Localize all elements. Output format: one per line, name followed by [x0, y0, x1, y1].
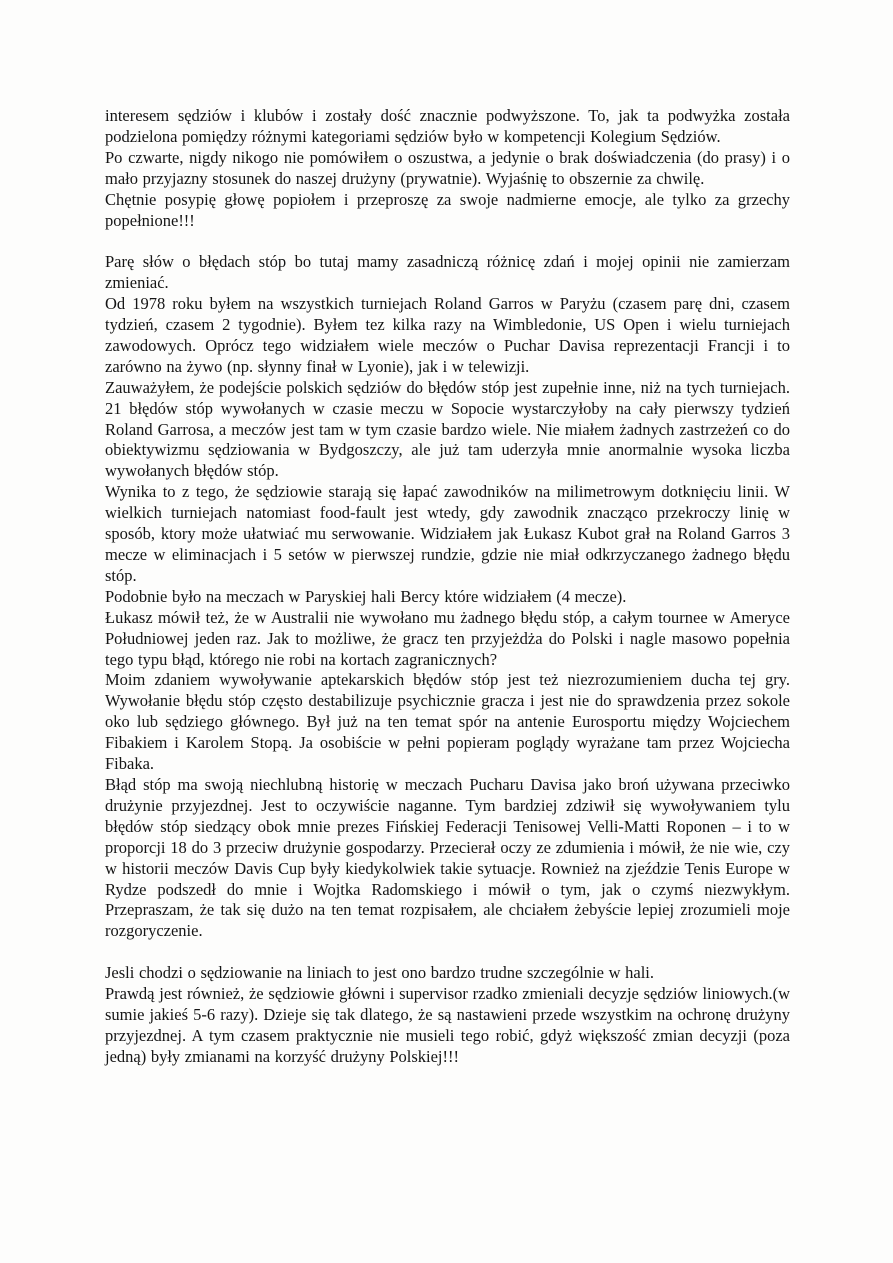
paragraph: Parę słów o błędach stóp bo tutaj mamy zasadniczą różnicę zdań i mojej opinii nie zamierzam zmieniać.	[105, 252, 790, 293]
paragraph: Błąd stóp ma swoją niechlubną historię w meczach Pucharu Davisa jako broń używana przeciwko drużynie przyjezdnej. Jest to oczywiście naganne. Tym bardziej zdziwił się wywoływaniem tylu błędów stóp siedzący obok mnie prezes Fińskiej Federacji Tenisowej Velli-Matti Roponen – i to w proporcji 18 do 3 przeciw drużynie gospodarzy. Przecierał oczy ze zdumienia i mówił, że nie wie, czy w historii meczów Davis Cup były kiedykolwiek takie sytuacje. Rownież na zjeździe Tenis Europe w Rydze podszedł do mnie i Wojtka Radomskiego i mówił o tym, jak o czymś niezwykłym. Przepraszam, że tak się dużo na ten temat rozpisałem, ale chciałem żebyście lepiej zrozumieli moje rozgoryczenie.	[105, 774, 790, 941]
paragraph: Od 1978 roku byłem na wszystkich turniejach Roland Garros w Paryżu (czasem parę dni, czasem tydzień, czasem 2 tygodnie). Byłem tez kilka razy na Wimbledonie, US Open i wielu turniejach zawodowych. Oprócz tego widziałem wiele meczów o Puchar Davisa reprezentacji Francji i to zarówno na żywo (np. słynny finał w Lyonie), jak i w telewizji.	[105, 294, 790, 376]
paragraph: interesem sędziów i klubów i zostały dość znacznie podwyższone. To, jak ta podwyżka została podzielona pomiędzy różnymi kategoriami sędziów było w kompetencji Kolegium Sędziów.	[105, 106, 790, 146]
paragraph: Moim zdaniem wywoływanie aptekarskich błędów stóp jest też niezrozumieniem ducha tej gry. Wywołanie błędu stóp często destabilizuje psychicznie gracza i jest nie do sprawdzenia przez sokole oko lub sędziego głównego. Był już na ten temat spór na antenie Eurosportu między Wojciechem Fibakiem i Karolem Stopą. Ja osobiście w pełni popieram poglądy wyrażane tam przez Wojciecha Fibaka.	[105, 670, 790, 774]
paragraph: Jesli chodzi o sędziowanie na liniach to jest ono bardzo trudne szczególnie w hali.	[105, 963, 654, 983]
paragraph: Wynika to z tego, że sędziowie starają się łapać zawodników na milimetrowym dotknięciu linii. W wielkich turniejach natomiast food-fault jest wtedy, gdy zawodnik znacząco przekroczy linię w sposób, ktory może ułatwiać mu serwowanie. Widziałem jak Łukasz Kubot grał na Roland Garros 3 mecze w eliminacjach i 5 setów w pierwszej rundzie, gdzie nie miał odkrzyczanego żadnego błędu stóp.	[105, 482, 790, 585]
paragraph: Podobnie było na meczach w Paryskiej hali Bercy które widziałem (4 mecze).	[105, 586, 627, 606]
paragraph: Zauważyłem, że podejście polskich sędziów do błędów stóp jest zupełnie inne, niż na tych turniejach. 21 błędów stóp wywołanych w czasie meczu w Sopocie wystarczyłoby na cały pierwszy tydzień Roland Garrosa, a meczów jest tam w tym czasie bardzo wiele. Nie miałem żadnych zastrzeżeń co do obiektywizmu sędziowania w Bydgoszczy, ale już tam uderzyła mnie anormalnie wysoka liczba wywołanych błędów stóp.	[105, 377, 790, 481]
paragraph: Prawdą jest również, że sędziowie główni i supervisor rzadko zmieniali decyzje sędziów liniowych.(w sumie jakieś 5-6 razy). Dzieje się tak dlatego, że są nastawieni przede wszystkim na ochronę drużyny przyjezdnej. A tym czasem praktycznie nie musieli tego robić, gdyż większość zmian decyzji (poza jedną) były zmianami na korzyść drużyny Polskiej!!!	[105, 984, 790, 1066]
paragraph: Po czwarte, nigdy nikogo nie pomówiłem o oszustwa, a jedynie o brak doświadczenia (do prasy) i o mało przyjazny stosunek do naszej drużyny (prywatnie). Wyjaśnię to obszernie za chwilę.	[105, 147, 790, 188]
paragraph: Chętnie posypię głowę popiołem i przeproszę za swoje nadmierne emocje, ale tylko za grzechy popełnione!!!	[105, 189, 790, 230]
paragraph: Łukasz mówił też, że w Australii nie wywołano mu żadnego błędu stóp, a całym tournee w Ameryce Południowej jeden raz. Jak to możliwe, że gracz ten przyjeżdża do Polski i nagle masowo popełnia tego typu błąd, którego nie robi na kortach zagranicznych?	[105, 607, 790, 669]
document-body	[105, 106, 790, 1068]
